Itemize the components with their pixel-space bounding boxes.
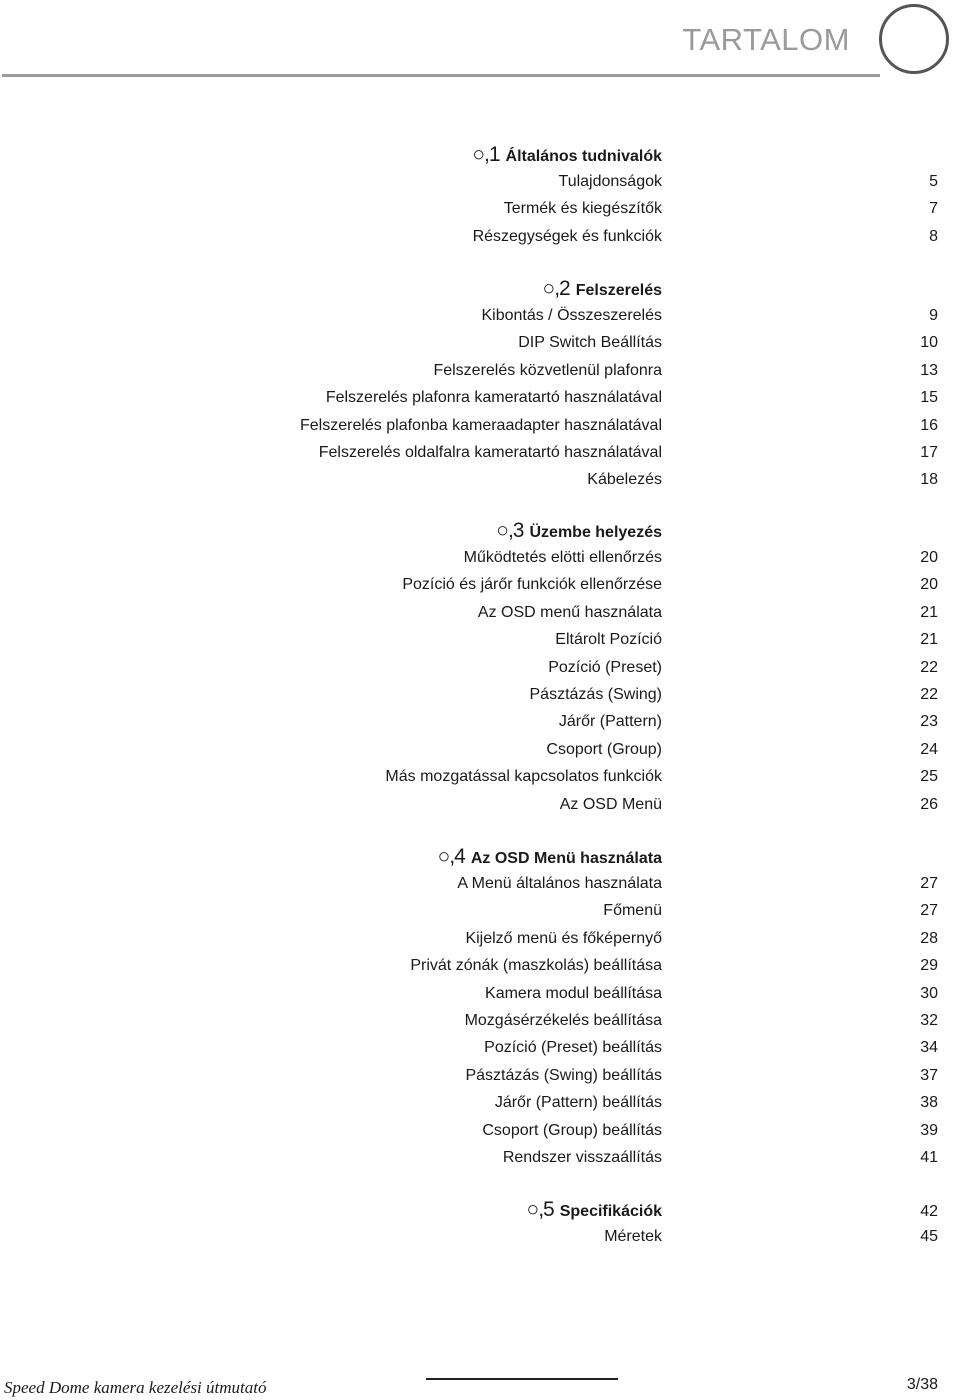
toc-section-heading[interactable] [0,514,960,544]
toc-entry[interactable] [0,928,960,950]
toc-entry-page-number: 28 [920,930,938,947]
toc-entry-page-number: 17 [920,444,938,461]
toc-entry-page-number: 26 [920,796,938,813]
toc-entry-page-number: 22 [920,686,938,703]
section-heading-label [527,1199,662,1223]
toc-entry-page-number: 5 [929,173,938,190]
toc-entry[interactable] [0,602,960,624]
toc-entry[interactable] [0,469,960,491]
section-title: Felszerelés [575,282,662,299]
toc-entry-label: Járőr (Pattern) [558,713,662,730]
section-heading-label [543,278,662,302]
toc-entry-page-number: 15 [920,389,938,406]
toc-entry-label: Főmenü [603,902,662,919]
toc-entry-label: Pozíció (Preset) beállítás [484,1039,662,1056]
toc-entry[interactable] [0,1010,960,1032]
toc-entry-page-number: 25 [920,768,938,785]
toc-entry[interactable] [0,766,960,788]
toc-entry-page-number: 45 [920,1228,938,1245]
toc-entry-label: Felszerelés plafonba kameraadapter használatával [300,417,662,434]
toc-entry-label: Működtetés elötti ellenőrzés [463,549,662,566]
toc-entry[interactable] [0,629,960,651]
toc-entry-page-number: 20 [920,549,938,566]
toc-entry[interactable] [0,684,960,706]
toc-entry-page-number: 20 [920,576,938,593]
toc-entry[interactable] [0,305,960,327]
toc-entry[interactable] [0,657,960,679]
toc-section-heading[interactable] [0,840,960,870]
toc-entry-page-number: 22 [920,659,938,676]
toc-entry-label: Privát zónák (maszkolás) beállítása [410,957,662,974]
toc-entry-label: Pásztázás (Swing) [529,686,662,703]
toc-entry-page-number: 21 [920,631,938,648]
toc-entry-page-number: 8 [929,228,938,245]
toc-entry-label: Csoport (Group) beállítás [482,1122,662,1139]
section-title: Az OSD Menü használata [470,850,662,867]
toc-entry-page-number: 41 [920,1149,938,1166]
toc-entry[interactable] [0,1065,960,1087]
toc-entry[interactable] [0,955,960,977]
toc-entry[interactable] [0,739,960,761]
toc-entry[interactable] [0,711,960,733]
section-page-number: 42 [920,1203,938,1220]
section-title: Általános tudnivalók [505,148,662,165]
toc-section-heading[interactable] [0,272,960,302]
toc-entry-page-number: 9 [929,307,938,324]
section-number-marker: ○,2 [542,277,570,300]
toc-entry-label: Kijelző menü és főképernyő [465,930,662,947]
toc-entry-page-number: 27 [920,875,938,892]
toc-entry[interactable] [0,226,960,248]
toc-entry[interactable] [0,794,960,816]
toc-entry[interactable] [0,332,960,354]
toc-entry[interactable] [0,1092,960,1114]
toc-entry-label: Pozíció és járőr funkciók ellenőrzése [402,576,662,593]
section-number-marker: ○,3 [496,519,524,542]
toc-entry-label: Részegységek és funkciók [472,228,662,245]
toc-entry-page-number: 7 [929,200,938,217]
toc-entry-page-number: 16 [920,417,938,434]
toc-entry-label: Az OSD menű használata [477,604,662,621]
section-number-marker: ○,4 [437,845,465,868]
toc-entry-page-number: 18 [920,471,938,488]
toc-entry-label: Más mozgatással kapcsolatos funkciók [385,768,662,785]
toc-entry[interactable] [0,171,960,193]
toc-entry-label: DIP Switch Beállítás [518,334,662,351]
toc-entry-label: Felszerelés oldalfalra kameratartó használatával [318,444,662,461]
toc-entry-page-number: 34 [920,1039,938,1056]
toc-entry-page-number: 21 [920,604,938,621]
toc-entry-label: Pozíció (Preset) [548,659,662,676]
section-title: Üzembe helyezés [529,524,662,541]
toc-entry-label: Kábelezés [587,471,662,488]
section-heading-label [472,144,662,168]
toc-entry[interactable] [0,1120,960,1142]
toc-entry-page-number: 39 [920,1122,938,1139]
toc-section-heading[interactable] [0,1193,960,1223]
footer-rule [426,1378,618,1380]
toc-entry-label: Pásztázás (Swing) beállítás [465,1067,662,1084]
toc-section-heading[interactable] [0,138,960,168]
toc-entry-label: Termék és kiegészítők [503,200,662,217]
footer-title: Speed Dome kamera kezelési útmutató [4,1378,267,1397]
header-rule [2,74,880,77]
toc-entry[interactable] [0,873,960,895]
toc-entry-label: Járőr (Pattern) beállítás [494,1094,662,1111]
toc-entry[interactable] [0,547,960,569]
toc-entry[interactable] [0,900,960,922]
toc-entry-page-number: 10 [920,334,938,351]
toc-entry-label: Mozgásérzékelés beállítása [464,1012,662,1029]
toc-entry-page-number: 37 [920,1067,938,1084]
toc-entry[interactable] [0,442,960,464]
toc-entry[interactable] [0,1226,960,1248]
section-title: Specifikációk [559,1203,662,1220]
toc-entry-page-number: 30 [920,985,938,1002]
toc-entry[interactable] [0,387,960,409]
toc-entry-page-number: 23 [920,713,938,730]
toc-entry-label: Csoport (Group) [546,741,662,758]
toc-entry-label: Felszerelés közvetlenül plafonra [433,362,662,379]
toc-entry-label: Kibontás / Összeszerelés [481,307,662,324]
section-number-marker: ○,1 [472,143,500,166]
toc-entry-label: Felszerelés plafonra kameratartó használatával [325,389,662,406]
toc-entry[interactable] [0,1147,960,1169]
toc-entry[interactable] [0,983,960,1005]
toc-entry-label: Méretek [604,1228,662,1245]
toc-entry-label: Az OSD Menü [559,796,662,813]
toc-entry-label: Eltárolt Pozíció [555,631,662,648]
toc-entry[interactable] [0,360,960,382]
toc-entry-page-number: 27 [920,902,938,919]
toc-entry-label: Kamera modul beállítása [485,985,662,1002]
toc-entry[interactable] [0,1037,960,1059]
toc-entry-label: A Menü általános használata [457,875,662,892]
toc-entry-page-number: 13 [920,362,938,379]
toc-entry-page-number: 38 [920,1094,938,1111]
section-heading-label [496,520,662,544]
toc-entry-page-number: 24 [920,741,938,758]
toc-entry[interactable] [0,415,960,437]
toc-entry-label: Rendszer visszaállítás [502,1149,662,1166]
toc-entry-label: Tulajdonságok [558,173,662,190]
toc-entry-page-number: 32 [920,1012,938,1029]
header-circle-ornament [879,4,949,74]
section-number-marker: ○,5 [526,1198,554,1221]
footer-page-number: 3/38 [906,1376,938,1393]
page-title: TARTALOM [682,22,850,57]
section-heading-label [438,846,662,870]
toc-entry[interactable] [0,574,960,596]
toc-entry-page-number: 29 [920,957,938,974]
toc-entry[interactable] [0,198,960,220]
